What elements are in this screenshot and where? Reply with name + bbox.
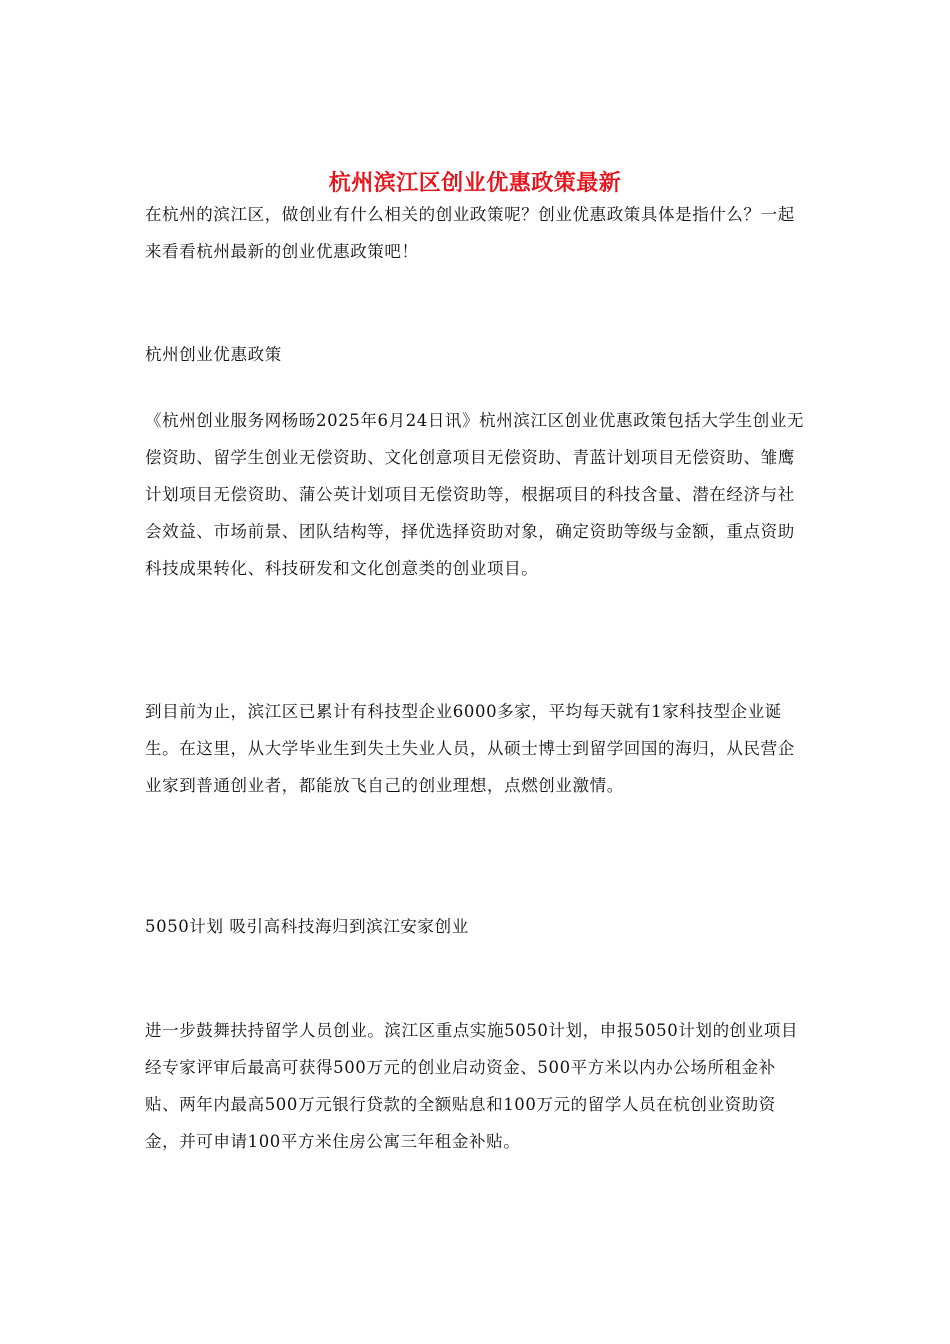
- paragraph-5050-plan: 进一步鼓舞扶持留学人员创业。滨江区重点实施5050计划，申报5050计划的创业项目经专家评审后最高可获得500万元的创业启动资金、500平方米以内办公场所租金补贴、两年内最高500万元银行贷款的全额贴息和100万元的留学人员在杭创业资助资金，并可申请100平方米住房公寓三年租金补贴。: [145, 1021, 799, 1151]
- section-heading-policy: 杭州创业优惠政策: [145, 345, 282, 364]
- intro-paragraph: 在杭州的滨江区，做创业有什么相关的创业政策呢？创业优惠政策具体是指什么？一起来看看杭州最新的创业优惠政策吧！: [145, 205, 795, 261]
- document-title: 杭州滨江区创业优惠政策最新: [328, 169, 622, 196]
- section-heading-5050-plan: 5050计划 吸引高科技海归到滨江安家创业: [145, 917, 469, 936]
- paragraph-policy-details: 《杭州创业服务网杨旸2025年6月24日讯》杭州滨江区创业优惠政策包括大学生创业无偿资助、留学生创业无偿资助、文化创意项目无偿资助、青蓝计划项目无偿资助、雏鹰计划项目无偿资助、蒲公英计划项目无偿资助等，根据项目的科技含量、潜在经济与社会效益、市场前景、团队结构等，择优选择资助对象，确定资助等级与金额，重点资助科技成果转化、科技研发和文化创意类的创业项目。: [145, 411, 805, 578]
- paragraph-enterprise-count: 到目前为止，滨江区已累计有科技型企业6000多家，平均每天就有1家科技型企业诞生。在这里，从大学毕业生到失土失业人员，从硕士博士到留学回国的海归，从民营企业家到普通创业者，都能放飞自己的创业理想，点燃创业激情。: [145, 702, 795, 795]
